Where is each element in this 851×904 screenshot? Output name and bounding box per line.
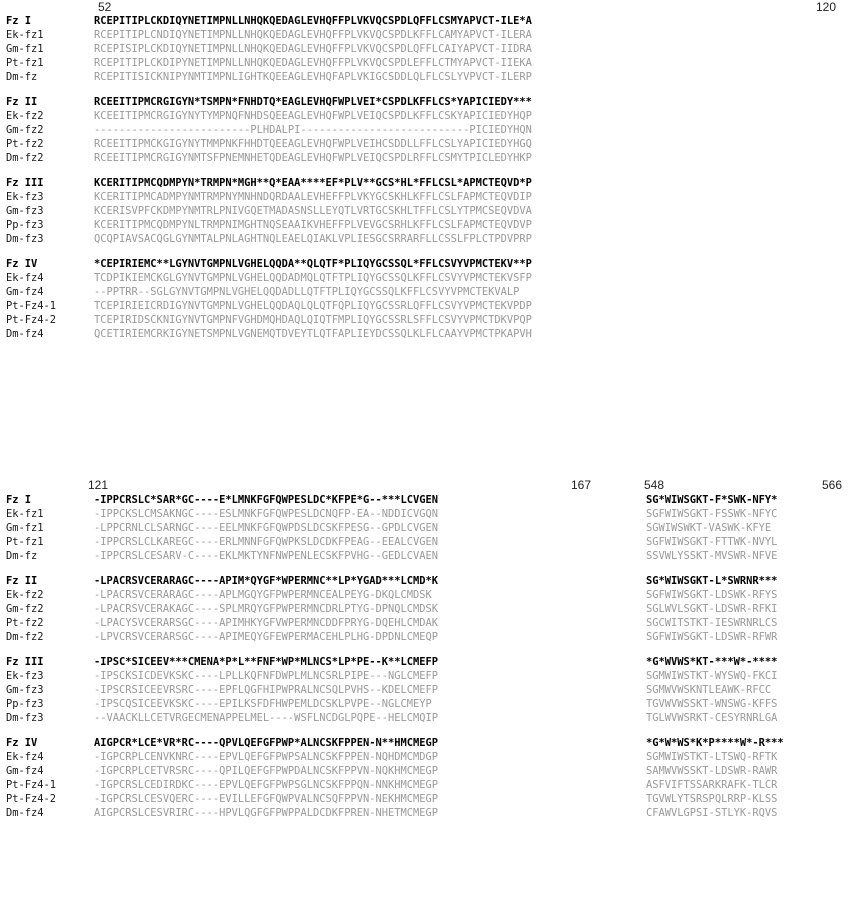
consensus-row [6,257,532,271]
sequence-label: Gm-fz1 [6,522,44,534]
sequence-row [6,56,532,70]
sequence-residues: RCEPITIPLCNDIQYNETIMPNLLNHQKQEDAGLEVHQFFPLVKVQCSPDLKFFLCAMYAPVCT-ILERA [94,29,532,41]
sequence-row [6,806,778,820]
sequence-residues: TCDPIKIEMCKGLGYNVTGMPNLVGHELQQDADMQLQTFTPLIQYGCSSQLKFFLCSVYVPMCTEKVSFP [94,272,532,284]
sequence-row [6,123,532,137]
sequence-residues: -IGPCRSLCEDIRDKC----EPVLQEFGFPWPSGLNCSKFPPQN-NNKHMCMEGP [94,779,439,791]
sequence-row [6,42,532,56]
consensus-sequence: RCEEITIPMCRGIGYN*TSMPN*FNHDTQ*EAGLEVHQFWPLVEI*CSPDLKFFLCS*YAPICIEDY*** [94,96,532,108]
sequence-row [6,137,532,151]
consensus-row [6,493,778,507]
sequence-label: Ek-fz1 [6,508,44,520]
consensus-row [6,736,784,750]
sequence-group [6,736,784,820]
sequence-residues: -LPPCRNLCLSARNGC----EELMNKFGFQWPDSLDCSKFPESG--GPDLCVGEN [94,522,439,534]
consensus-sequence: AIGPCR*LCE*VR*RC----QPVLQEFGFPWP*ALNCSKFPPEN-N**HMCMEGP [94,737,439,749]
sequence-label: Ek-fz2 [6,110,44,122]
sequence-row [6,151,532,165]
group-label: Fz II [6,96,38,108]
tail-sequence-residues: CFAWVLGPSI-STLYK-RQVS [646,807,778,819]
sequence-residues: RCEPISIPLCKDIQYNETIMPNLLNHQKQEDAGLEVHQFFPLVKVQCSPDLQFFLCAIYAPVCT-IIDRA [94,43,532,55]
sequence-row [6,28,532,42]
sequence-residues: -IGPCRPLCETVRSRC----QPILQEFGFPWPDALNCSKFPPVN-NQKHMCMEGP [94,765,439,777]
sequence-label: Pp-fz3 [6,698,44,710]
sequence-row [6,313,532,327]
consensus-sequence: *CEPIRIEMC**LGYNVTGMPNLVGHELQQDA**QLQTF*PLIQYGCSSQL*FFLCSVYVPMCTEKV**P [94,258,532,270]
consensus-tail-sequence: *G*W*WS*K*P****W*-R*** [646,737,784,749]
tail-sequence-residues: SGWIWSWKT-VASWK-KFYE [646,522,772,534]
sequence-label: Pt-fz2 [6,617,44,629]
position-566: 566 [822,478,843,492]
group-label: Fz III [6,656,44,668]
sequence-label: Dm-fz2 [6,631,44,643]
alignment-block-top [6,14,532,352]
sequence-row [6,327,532,341]
sequence-row [6,521,772,535]
consensus-row [6,176,532,190]
sequence-label: Ek-fz4 [6,751,44,763]
tail-sequence-residues: TGVWLYTSRSPQLRRP-KLSS [646,793,778,805]
sequence-label: Dm-fz3 [6,712,44,724]
tail-sequence-residues: SSVWLYSSKT-MVSWR-NFVE [646,550,778,562]
tail-sequence-residues: SGFWIWSGKT-LDSWR-RFWR [646,631,778,643]
consensus-sequence: -IPSC*SICEEV***CMENA*P*L**FNF*WP*MLNCS*LP*PE--K**LCMEFP [94,656,439,668]
sequence-row [6,697,778,711]
consensus-row [6,95,532,109]
sequence-residues: AIGPCRSLCESVRIRC----HPVLQGFGFPWPPALDCDKFPREN-NHETMCMEGP [94,807,439,819]
sequence-label: Pp-fz3 [6,219,44,231]
sequence-row [6,549,778,563]
sequence-residues: KCERITIPMCQDMPYNLTRMPNIMGHTNQSEAAIKVHEFFPLVEVGCSRHLKFFLCSLFAPMCTEQVDVP [94,219,532,231]
group-label: Fz III [6,177,44,189]
sequence-residues: -IPSCKSICDEVKSKC----LPLLKQFNFDWPLMLNCSRLPIPE---NGLCMEFP [94,670,439,682]
sequence-label: Pt-fz1 [6,536,44,548]
sequence-residues: TCEPIRIDSCKNIGYNVTGMPNFVGHDMQHDAQLQIQTFMPLIQYGCSSRLSFFLCSVYVPMCTDKVPQP [94,314,532,326]
sequence-row [6,792,778,806]
sequence-residues: QCQPIAVSACQGLGYNMTALPNLAGHTNQLEAELQIAKLVPLIESGCSRRARFLLCSSLFPLCTPDVPRP [94,233,532,245]
sequence-label: Ek-fz3 [6,670,44,682]
tail-sequence-residues: ASFVIFTSSARKRAFK-TLCR [646,779,778,791]
group-label: Fz I [6,494,32,506]
sequence-residues: -IPSCQSICEEVKSKC----EPILKSFDFHWPEMLDCSKLPVPE--NGLCMEYP [94,698,432,710]
sequence-row [6,285,532,299]
sequence-label: Dm-fz2 [6,152,44,164]
position-52: 52 [98,0,112,14]
consensus-row [6,655,778,669]
alignment-block-bottom [6,493,784,831]
sequence-label: Pt-Fz4-1 [6,779,57,791]
tail-sequence-residues: SGFWIWSGKT-FSSWK-NFYC [646,508,778,520]
sequence-row [6,683,772,697]
consensus-tail-sequence: SG*WIWSGKT-F*SWK-NFY* [646,494,778,506]
sequence-label: Gm-fz2 [6,124,44,136]
sequence-label: Dm-fz4 [6,328,44,340]
consensus-tail-sequence: *G*WVWS*KT-***W*-**** [646,656,778,668]
sequence-label: Dm-fz [6,71,38,83]
sequence-residues: RCEEITIPMCRGIGYNMTSFPNEMNHETQDEAGLEVHQFWPLVEIQCSPDLRFFLCSMYTPICLEDYHKP [94,152,532,164]
sequence-label: Gm-fz2 [6,603,44,615]
group-label: Fz IV [6,737,38,749]
sequence-residues: -LPACRSVCERAKAGC----SPLMRQYGFPWPERMNCDRLPTYG-DPNQLCMDSK [94,603,439,615]
tail-sequence-residues: TGLWVWSRKT-CESYRNRLGA [646,712,778,724]
position-121: 121 [88,478,109,492]
sequence-row [6,190,532,204]
sequence-residues: -LPACYSVCERARSGC----APIMHKYGFVWPERMNCDDFPRYG-DQEHLCMDAK [94,617,439,629]
tail-sequence-residues: SGMWIWSTKT-WYSWQ-FKCI [646,670,778,682]
sequence-residues: -IPPCRSLCLKAREGC----ERLMNNFGFQWPKSLDCDKFPEAG--EEALCVGEN [94,536,439,548]
sequence-residues: KCERITIPMCADMPYNMTRMPNYMNHNDQRDAALEVHEFFPLVKYGCSKHLKFFLCSLFAPMCTEQVDIP [94,191,532,203]
sequence-residues: TCEPIRIEICRDIGYNVTGMPNLVGHELQQDAQLQLQTFQPLIQYGCSSRLQFFLCSVYVPMCTEKVPDP [94,300,532,312]
position-548: 548 [644,478,665,492]
sequence-row [6,764,778,778]
sequence-group [6,257,532,341]
sequence-label: Pt-fz2 [6,138,44,150]
sequence-label: Ek-fz2 [6,589,44,601]
tail-sequence-residues: SGFWIWSGKT-FTTWK-NVYL [646,536,778,548]
sequence-residues: KCEEITIPMCRGIGYNYTYMPNQFNHDSQEEAGLEVHQFWPLVEIQCSPDLKFFLCSKYAPICIEDYHQP [94,110,532,122]
sequence-row [6,711,778,725]
tail-sequence-residues: SGMWVWSKNTLEAWK-RFCC [646,684,772,696]
sequence-residues: --VAACKLLCETVRGECMENAPPELMEL----WSFLNCDGLPQPE--HELCMQIP [94,712,439,724]
tail-sequence-residues: SGLWVLSGKT-LDSWR-RFKI [646,603,778,615]
sequence-row [6,602,778,616]
sequence-row [6,630,778,644]
sequence-label: Gm-fz4 [6,765,44,777]
sequence-residues: -IPPCRSLCESARV-C----EKLMKTYNFNWPENLECSKFPVHG--GEDLCVAEN [94,550,439,562]
sequence-residues: RCEEITIPMCKGIGYNYTMMPNKFHHDTQEEAGLEVHQFWPLVEIHCSDDLLFFLCSLYAPICIEDYHGQ [94,138,532,150]
sequence-label: Ek-fz3 [6,191,44,203]
sequence-row [6,778,778,792]
consensus-row [6,14,532,28]
sequence-label: Pt-fz1 [6,57,44,69]
group-label: Fz IV [6,258,38,270]
sequence-label: Gm-fz3 [6,205,44,217]
sequence-residues: -IGPCRSLCESVQERC----EVILLEFGFQWPVALNCSQFPPVN-NEKHMCMEGP [94,793,439,805]
sequence-residues: -LPVCRSVCERARSGC----APIMEQYGFEWPERMACEHLPLHG-DPDNLCMEQP [94,631,439,643]
consensus-sequence: RCEPITIPLCKDIQYNETIMPNLLNHQKQEDAGLEVHQFFPLVKVQCSPDLQFFLCSMYAPVCT-ILE*A [94,15,532,27]
sequence-row [6,588,778,602]
consensus-sequence: KCERITIPMCQDMPYN*TRMPN*MGH**Q*EAA****EF*PLV**GCS*HL*FFLCSL*APMCTEQVD*P [94,177,532,189]
sequence-label: Pt-Fz4-2 [6,793,57,805]
sequence-residues: -------------------------PLHDALPI---------------------------PICIEDYHQN [94,124,532,136]
position-120: 120 [816,0,837,14]
sequence-label: Gm-fz1 [6,43,44,55]
sequence-residues: -LPACRSVCERARAGC----APLMGQYGFPWPERMNCEALPEYG-DKQLCMDSK [94,589,432,601]
sequence-residues: RCEPITIPLCKDIPYNETIMPNLLNHQKQEDAGLEVHQFFPLVKVQCSPDLEFFLCTMYAPVCT-IIEKA [94,57,532,69]
sequence-label: Pt-Fz4-1 [6,300,57,312]
sequence-row [6,232,532,246]
sequence-label: Dm-fz4 [6,807,44,819]
sequence-group [6,574,778,644]
tail-sequence-residues: TGVWVWSSKT-WNSWG-KFFS [646,698,778,710]
sequence-label: Dm-fz3 [6,233,44,245]
sequence-label: Ek-fz1 [6,29,44,41]
sequence-group [6,95,532,165]
tail-sequence-residues: SGCWITSTKT-IESWRNRLCS [646,617,778,629]
tail-sequence-residues: SGMWIWSTKT-LTSWQ-RFTK [646,751,778,763]
sequence-residues: RCEPITISICKNIPYNMTIMPNLIGHTKQEEAGLEVHQFAPLVKIGCSDDLQLFLCSLYVPVCT-ILERP [94,71,532,83]
sequence-row [6,669,778,683]
sequence-row [6,616,778,630]
tail-sequence-residues: SAMWVWSSKT-LDSWR-RAWR [646,765,778,777]
sequence-label: Pt-Fz4-2 [6,314,57,326]
sequence-residues: KCERISVPFCKDMPYNMTRLPNIVGQETMADASNSLLEYQTLVRTGCSKHLTFFLCSLYTPMCSEQVDVA [94,205,532,217]
consensus-row [6,574,778,588]
sequence-row [6,507,778,521]
sequence-group [6,655,778,725]
sequence-residues: --PPTRR--SGLGYNVTGMPNLVGHELQQDADLLQTFTPLIQYGCSSQLKFFLCSVYVPMCTEKVALP [94,286,520,298]
sequence-row [6,70,532,84]
consensus-sequence: -LPACRSVCERARAGC----APIM*QYGF*WPERMNC**LP*YGAD***LCMD*K [94,575,439,587]
sequence-residues: -IPSCRSICEEVRSRC----EPFLQGFHIPWPRALNCSQLPVHS--KDELCMEFP [94,684,439,696]
position-167: 167 [571,478,592,492]
sequence-group [6,14,532,84]
group-label: Fz II [6,575,38,587]
sequence-label: Ek-fz4 [6,272,44,284]
sequence-group [6,176,532,246]
group-label: Fz I [6,15,32,27]
sequence-row [6,535,778,549]
tail-sequence-residues: SGFWIWSGKT-LDSWK-RFYS [646,589,778,601]
sequence-row [6,204,532,218]
sequence-residues: QCETIRIEMCRKIGYNETSMPNLVGNEMQTDVEYTLQTFAPLIEYDCSSQLKLFLCAAYVPMCTPKAPVH [94,328,532,340]
sequence-row [6,109,532,123]
sequence-group [6,493,778,563]
consensus-sequence: -IPPCRSLC*SAR*GC----E*LMNKFGFQWPESLDC*KFPE*G--***LCVGEN [94,494,439,506]
sequence-label: Gm-fz4 [6,286,44,298]
sequence-row [6,218,532,232]
consensus-tail-sequence: SG*WIWSGKT-L*SWRNR*** [646,575,778,587]
sequence-row [6,299,532,313]
sequence-label: Dm-fz [6,550,38,562]
sequence-row [6,750,778,764]
sequence-residues: -IGPCRPLCENVKNRC----EPVLQEFGFPWPSALNCSKFPPEN-NQHDMCMDGP [94,751,439,763]
sequence-residues: -IPPCKSLCMSAKNGC----ESLMNKFGFQWPESLDCNQFP-EA--NDDICVGQN [94,508,439,520]
sequence-row [6,271,532,285]
sequence-label: Gm-fz3 [6,684,44,696]
